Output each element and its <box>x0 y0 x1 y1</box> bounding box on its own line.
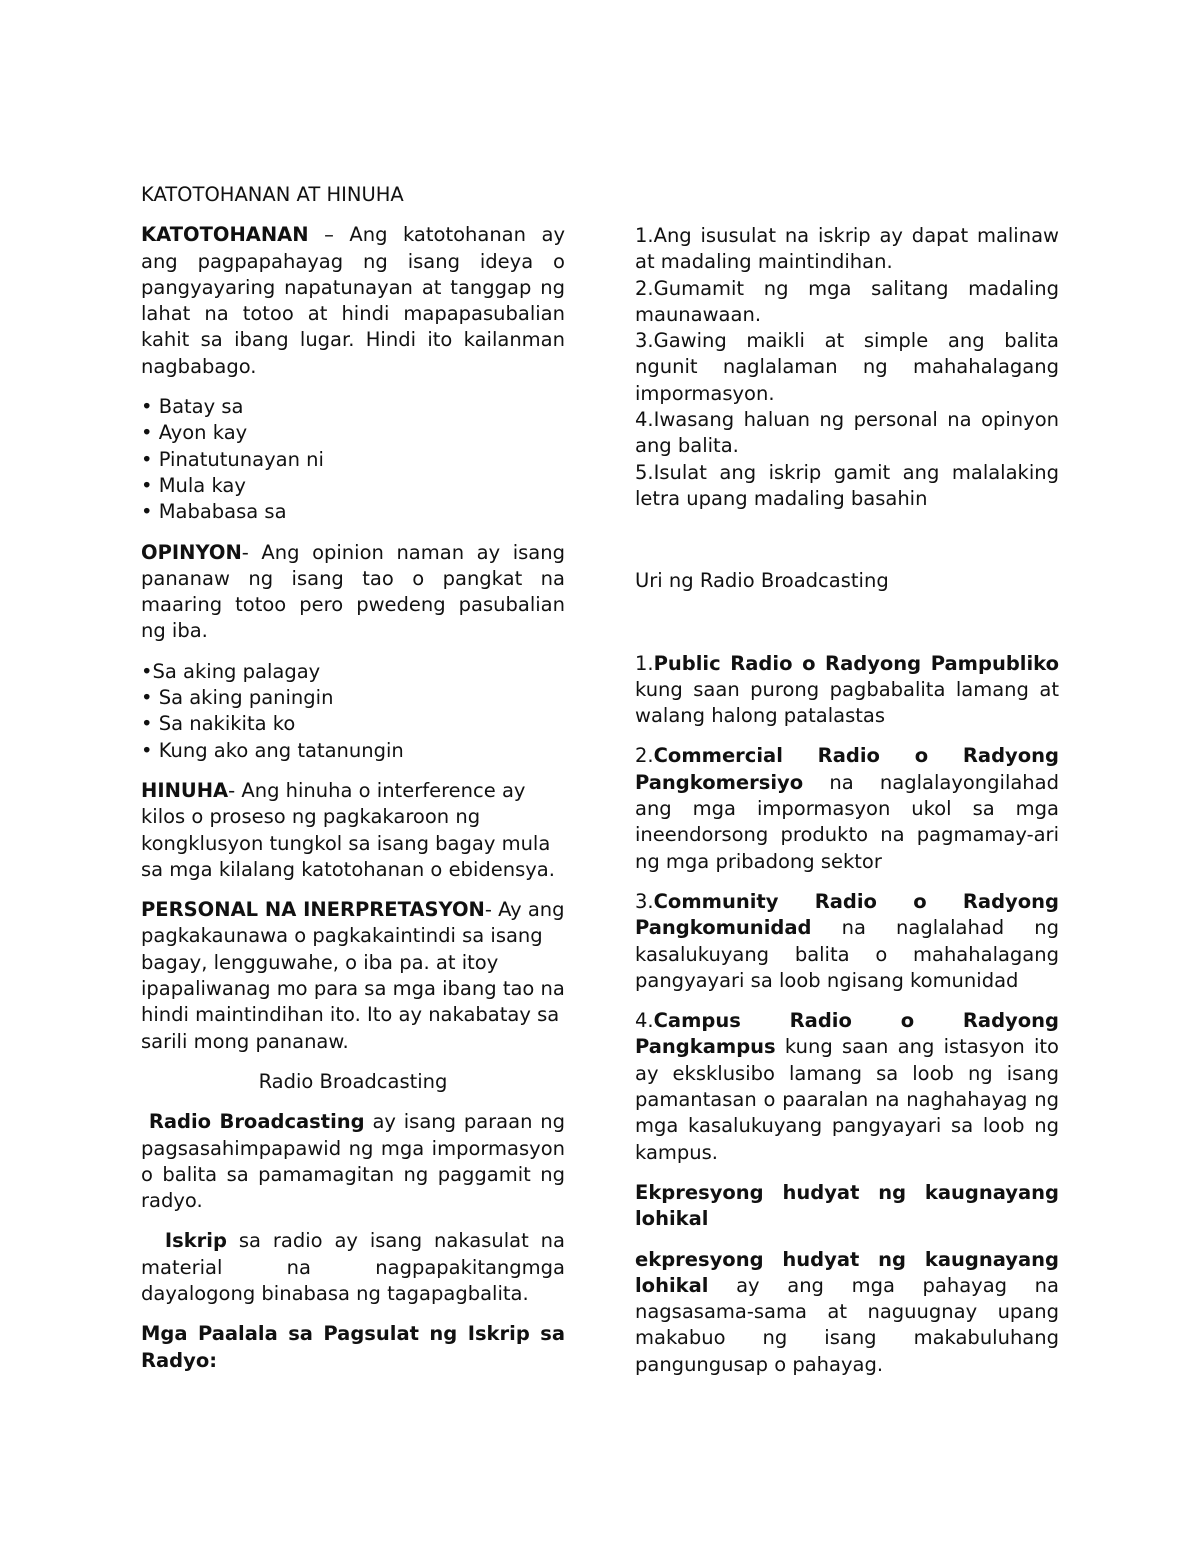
iskrip-definition <box>141 1228 565 1307</box>
paalala-list <box>635 223 1059 512</box>
uri-term: Campus Radio o Radyong Pangkampus <box>635 1009 1059 1059</box>
left-column <box>141 182 565 1374</box>
uri-text: na naglalahad ng kasalukuyang balita o mahahalagang pangyayari sa loob ngisang komunidad <box>635 916 1059 992</box>
uri-term: Commercial Radio o Radyong Pangkomersiyo <box>635 744 1059 794</box>
paalala-heading <box>141 1321 565 1374</box>
opinyon-definition <box>141 540 565 645</box>
list-item: • Ayon kay <box>141 421 248 445</box>
uri-term: Public Radio o Radyong Pampubliko <box>653 651 1059 675</box>
list-item: • Mula kay <box>141 473 246 497</box>
list-item: • Sa aking paningin <box>141 686 334 710</box>
ekspresyong-heading <box>635 1180 1059 1233</box>
list-item: • Mababasa sa <box>141 500 287 524</box>
list-item: • Batay sa <box>141 395 244 419</box>
katotohanan-definition <box>141 222 565 380</box>
personal-interpretasyon-term: PERSONAL NA INERPRETASYON <box>141 898 485 922</box>
uri-text: kung saan purong pagbabalita lamang at walang halong patalastas <box>635 677 1059 728</box>
radio-broadcasting-term: Radio Broadcasting <box>148 1110 365 1134</box>
list-item: • Pinatutunayan ni <box>141 447 324 471</box>
uri-heading: Uri ng Radio Broadcasting <box>635 569 889 593</box>
katotohanan-bullet-list <box>141 394 565 525</box>
item-number: 2. <box>635 744 654 768</box>
list-item: 1.Ang isusulat na iskrip ay dapat malinaw at madaling maintindihan. <box>635 224 1059 274</box>
list-item: • Sa nakikita ko <box>141 712 296 736</box>
item-number: 1. <box>635 651 654 675</box>
ekspresyong-definition <box>635 1247 1059 1378</box>
list-item: •Sa aking palagay <box>141 659 321 683</box>
uri-term: Community Radio o Radyong Pangkomunidad <box>635 889 1059 940</box>
list-item: • Kung ako ang tatanungin <box>141 738 404 762</box>
uri-item-commercial <box>635 743 1059 874</box>
katotohanan-text: – Ang katotohanan ay ang pagpapahayag ng isang ideya o pangyayaring napatunayan at tanggap ng lahat na totoo at hindi mapapasubalian kahit sa ibang lugar. Hindi ito kailanman nagbabago. <box>141 223 565 378</box>
uri-item-community <box>635 889 1059 994</box>
personal-interpretasyon-definition <box>141 897 565 1055</box>
personal-interpretasyon-text: - Ay ang pagkakaunawa o pagkakaintindi sa isang bagay, lengguwahe, o iba pa. at itoy ipapaliwanag mo para sa mga ibang tao na hindi maintindihan ito. Ito ay nakabatay sa sarili mong pananaw. <box>141 898 565 1053</box>
opinyon-text: - Ang opinion naman ay isang pananaw ng isang tao o pangkat na maaring totoo pero pwedeng pasubalian ng iba. <box>141 540 565 643</box>
uri-text: kung saan ang istasyon ito ay eksklusibo lamang sa loob ng isang pamantasan o paaralan na naghahayag ng mga kasalukuyang pangyayari sa loob ng kampus. <box>635 1035 1059 1164</box>
iskrip-term: Iskrip <box>164 1229 227 1253</box>
katotohanan-term: KATOTOHANAN <box>141 223 309 247</box>
uri-text: na naglalayongilahad ang mga impormasyon ukol sa mga ineendorsong produkto na pagmamay-ari ng mga pribadong sektor <box>635 770 1059 873</box>
radio-broadcasting-heading: Radio Broadcasting <box>258 1069 448 1093</box>
opinyon-bullet-list <box>141 659 565 764</box>
opinyon-term: OPINYON <box>141 540 242 564</box>
iskrip-text: sa radio ay isang nakasulat na material na nagpapakitangmga dayalogong binabasa ng tagapagbalita. <box>141 1229 565 1305</box>
paalala-heading-text: Mga Paalala sa Pagsulat ng Iskrip sa Radyo: <box>141 1322 565 1372</box>
list-item: 5.Isulat ang iskrip gamit ang malalaking letra upang madaling basahin <box>635 460 1059 510</box>
list-item: 4.Iwasang haluan ng personal na opinyon ang balita. <box>635 408 1059 458</box>
ekspresyong-text: ay ang mga pahayag na nagsasama-sama at naguugnay upang makabuo ng isang makabuluhang pangungusap o pahayag. <box>635 1273 1059 1376</box>
item-number: 4. <box>635 1009 654 1033</box>
ekspresyong-heading-text: Ekpresyong hudyat ng kaugnayang lohikal <box>635 1180 1059 1231</box>
uri-item-campus <box>635 1008 1059 1166</box>
uri-item-public <box>635 651 1059 730</box>
item-number: 3. <box>635 889 654 913</box>
hinuha-definition <box>141 778 565 883</box>
right-column <box>635 223 1059 1378</box>
ekspresyong-term: ekpresyong hudyat ng kaugnayang lohikal <box>635 1247 1059 1297</box>
document-title: KATOTOHANAN AT HINUHA <box>141 183 404 206</box>
radio-broadcasting-text: ay isang paraan ng pagsasahimpapawid ng mga impormasyon o balita sa pamamagitan ng paggamit ng radyo. <box>141 1110 566 1213</box>
hinuha-text: - Ang hinuha o interference ay kilos o proseso ng pagkakaroon ng kongklusyon tungkol sa isang bagay mula sa mga kilalang katotohanan o ebidensya. <box>141 778 555 881</box>
hinuha-term: HINUHA <box>141 778 229 802</box>
list-item: 3.Gawing maikli at simple ang balita ngunit naglalaman ng mahahalagang impormasyon. <box>635 329 1059 405</box>
radio-broadcasting-definition <box>141 1109 565 1214</box>
list-item: 2.Gumamit ng mga salitang madaling maunawaan. <box>635 276 1059 326</box>
